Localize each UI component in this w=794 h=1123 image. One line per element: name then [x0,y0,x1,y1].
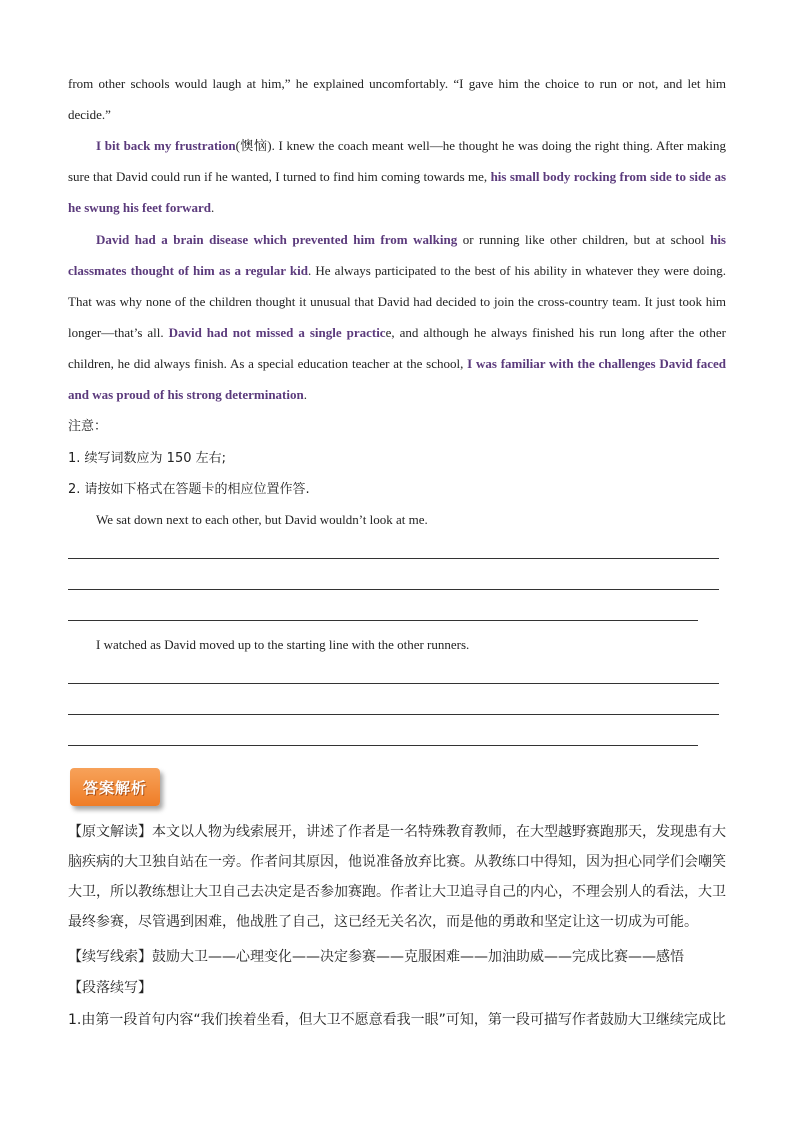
story-text: from other schools would laugh at him,” he explained uncomfortably. “I gave him the choice to run or not, and let him decide.” [68,76,726,122]
notes-item-2: 2. 请按如下格式在答题卡的相应位置作答. [68,482,310,497]
answer-line[interactable] [68,714,719,715]
answer-line[interactable] [68,589,719,590]
story-text: . [303,387,307,402]
notes-item-1: 1. 续写词数应为 150 左右; [68,451,226,466]
highlighted-phrase: his classmates thought of him as a regular kid [68,232,726,278]
highlighted-phrase: I was familiar with the challenges David faced and was proud of his strong determination [68,356,726,402]
notes-heading: 注意： [68,419,108,434]
highlighted-phrase: David had a brain disease which prevented him from walking [96,232,458,247]
story-text: e, and although he always finished his run long after the other children, he did always finish. As a special education teacher at the school, [68,325,726,371]
answer-line[interactable] [68,683,719,684]
story-text: . He always participated to the best of his ability in whatever they were doing. That was why none of the children thought it unusual that David had decided to join the cross-country team. It just took him longer—that’s all. [68,263,726,340]
badge-label: 答案解析 [82,778,147,797]
writing-starter-2: I watched as David moved up to the starting line with the other runners. [96,637,470,652]
story-text: . [211,200,215,215]
analysis-section-heading: 【段落续写】 [68,980,152,996]
writing-starter-1: We sat down next to each other, but David wouldn’t look at me. [96,512,428,527]
story-paragraph-2 [68,130,726,223]
story-text: or running like other children, but at school [457,232,711,247]
answer-analysis-badge [70,768,160,806]
story-text: (懊恼). I knew the coach meant well—he thought he was doing the right thing. After making sure that David could run if he wanted, I turned to find him coming towards me, [68,138,726,184]
answer-line[interactable] [68,558,719,559]
analysis-point-1: 1.由第一段首句内容“我们挨着坐看，但大卫不愿意看我一眼”可知，第一段可描写作者鼓励大卫继续完成比 [68,1012,726,1028]
answer-line[interactable] [68,620,698,621]
analysis-clues: 【续写线索】鼓励大卫——心理变化——决定参赛——克服困难——加油助威——完成比赛——感悟 [68,949,684,965]
answer-line[interactable] [68,745,698,746]
story-paragraph-1 [68,68,726,130]
highlighted-phrase: David had not missed a single practic [168,325,386,340]
story-paragraph-3 [68,224,726,410]
highlighted-phrase: his small body rocking from side to side as he swung his feet forward [68,169,726,215]
highlighted-phrase: I bit back my frustration [96,138,236,153]
analysis-original-reading: 【原文解读】本文以人物为线索展开，讲述了作者是一名特殊教育教师，在大型越野赛跑那天，发现患有大脑疾病的大卫独自站在一旁。作者问其原因，他说准备放弃比赛。从教练口中得知，因为担心同学们会嘲笑大卫，所以教练想让大卫自己去决定是否参加赛跑。作者让大卫追寻自己的内心，不理会别人的看法，大卫最终参赛，尽管遇到困难，他战胜了自己，这已经无关名次，而是他的勇敢和坚定让这一切成为可能。 [68,824,726,930]
